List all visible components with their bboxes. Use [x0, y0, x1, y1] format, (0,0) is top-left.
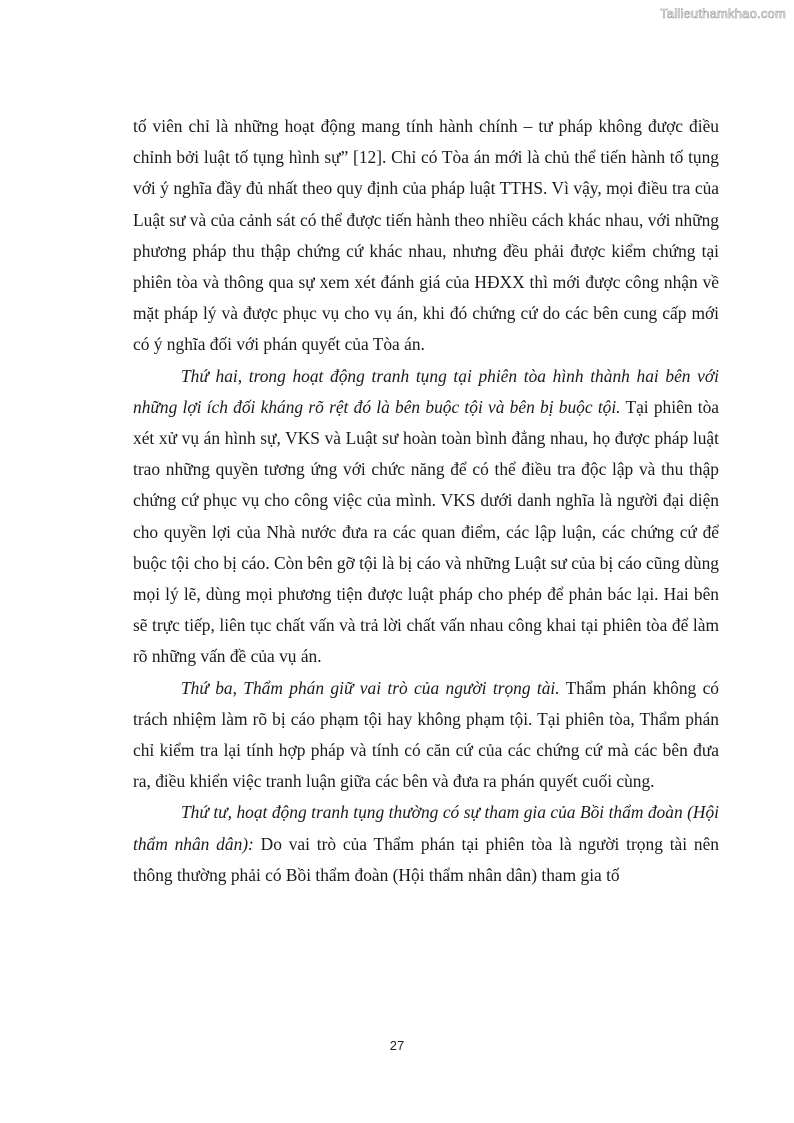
- paragraph-4-lead: Thứ tư, hoạt động tranh tụng thường có sự tham gia của Bồi thẩm đoàn (Hội thẩm nhân dân):: [133, 802, 719, 854]
- paragraph-3-lead: Thứ ba, Thẩm phán giữ vai trò của người trọng tài.: [181, 677, 560, 698]
- paragraph-1-text: tố viên chỉ là những hoạt động mang tính hành chính – tư pháp không được điều chỉnh bởi luật tố tụng hình sự” [12]. Chỉ có Tòa án mới là chủ thể tiến hành tố tụng với ý nghĩa đầy đủ nhất theo quy định của pháp luật TTHS. Vì vậy, mọi điều tra của Luật sư và của cảnh sát có thể được tiến hành theo nhiều cách khác nhau, với những phương pháp thu thập chứng cứ khác nhau, nhưng đều phải được kiểm chứng tại phiên tòa và thông qua sự xem xét đánh giá của HĐXX thì mới được công nhận về mặt pháp lý và được phục vụ cho vụ án, khi đó chứng cứ do các bên cung cấp mới có ý nghĩa đối với phán quyết của Tòa án.: [133, 116, 719, 355]
- watermark: Tailieuthamkhao.com: [660, 6, 786, 21]
- page-number: 27: [389, 1038, 405, 1053]
- paragraph-3: [133, 673, 719, 798]
- document-body: [133, 111, 719, 891]
- paragraph-4: [133, 797, 719, 891]
- paragraph-1: [133, 111, 719, 361]
- paragraph-3-text: Thẩm phán không có trách nhiệm làm rõ bị cáo phạm tội hay không phạm tội. Tại phiên tòa, Thẩm phán chỉ kiểm tra lại tính hợp pháp và tính có căn cứ của các chứng cứ mà các bên đưa ra, điều khiển việc tranh luận giữa các bên và đưa ra phán quyết cuối cùng.: [133, 677, 720, 792]
- paragraph-4-text: Do vai trò của Thẩm phán tại phiên tòa là người trọng tài nên thông thường phải có Bồi thẩm đoàn (Hội thẩm nhân dân) tham gia tố: [133, 833, 719, 885]
- paragraph-2-text: Tại phiên tòa xét xử vụ án hình sự, VKS và Luật sư hoàn toàn bình đẳng nhau, họ được pháp luật trao những quyền tương ứng với chức năng để có thể điều tra độc lập và thu thập chứng cứ phục vụ cho công việc của mình. VKS dưới danh nghĩa là người đại diện cho quyền lợi của Nhà nước đưa ra các quan điểm, các lập luận, các chứng cứ để buộc tội cho bị cáo. Còn bên gỡ tội là bị cáo và những Luật sư của bị cáo cũng dùng mọi lý lẽ, dùng mọi phương tiện được luật pháp cho phép để phản bác lại. Hai bên sẽ trực tiếp, liên tục chất vấn và trả lời chất vấn nhau công khai tại phiên tòa để làm rõ những vấn đề của vụ án.: [133, 396, 719, 667]
- paragraph-2: [133, 361, 719, 673]
- paragraph-2-lead: Thứ hai, trong hoạt động tranh tụng tại phiên tòa hình thành hai bên với những lợi ích đối kháng rõ rệt đó là bên buộc tội và bên bị buộc tội.: [133, 365, 719, 417]
